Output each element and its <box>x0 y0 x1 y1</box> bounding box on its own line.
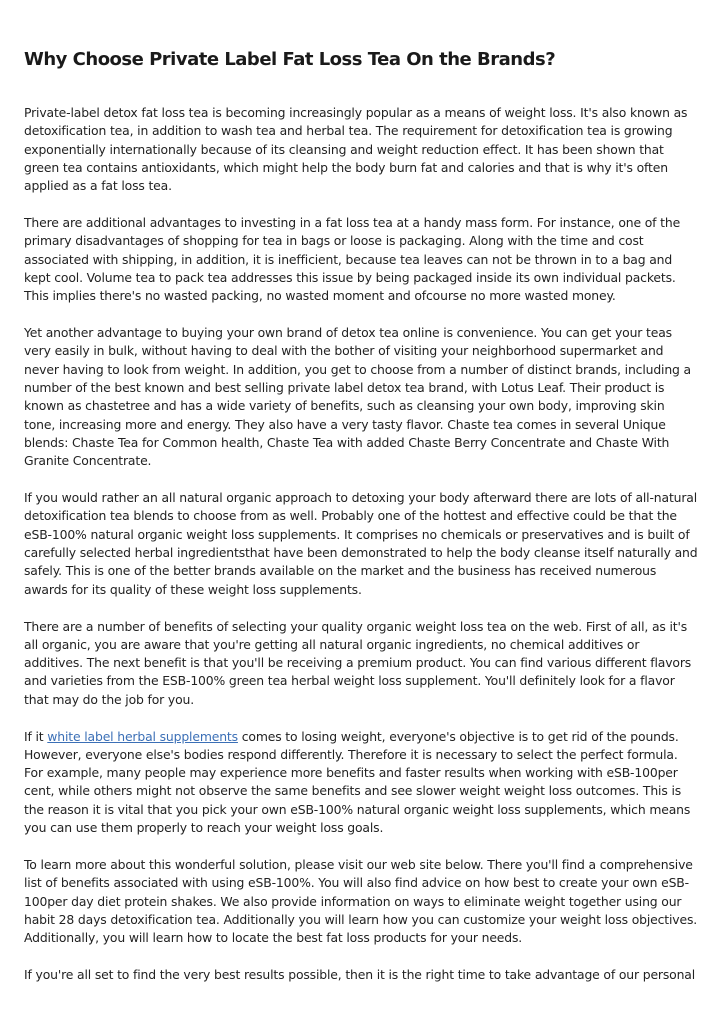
white-label-herbal-supplements-link[interactable]: white label herbal supplements <box>47 728 238 744</box>
paragraph-intro: Private-label detox fat loss tea is becoming increasingly popular as a means of weight loss. It's also known as detoxification tea, in addition to wash tea and herbal tea. The requirement for detoxification tea is growing exponentially internationally because of its cleansing and weight reduction effect. It has been shown that green tea contains antioxidants, which might help the body burn fat and calories and that is why it's often applied as a fat loss tea. <box>24 105 688 194</box>
paragraph-learn-more: To learn more about this wonderful solution, please visit our web site below. There you'll find a comprehensive list of benefits associated with using eSB-100%. You will also find advice on how best to create your own eSB-100per day diet protein shakes. We also provide information on ways to eliminate weight together using our habit 28 days detoxification tea. Additionally you will learn how you can customize your weight loss objectives. Additionally, you will learn how to locate the best fat loss products for your needs. <box>24 856 698 946</box>
link-paragraph-before: If it <box>24 728 48 744</box>
paragraph-organic-approach: If you would rather an all natural organic approach to detoxing your body afterward there are lots of all-natural detoxification tea blends to choose from as well. Probably one of the hottest and effective could be that the eSB-100% natural organic weight loss supplements. It comprises no chemicals or preservatives and is built of carefully selected herbal ingredientsthat have been demonstrated to help the body cleanse itself naturally and safely. This is one of the better brands available on the market and the business has received numerous awards for its quality of these weight loss supplements. <box>24 490 698 597</box>
paragraph-advantages: There are additional advantages to investing in a fat loss tea at a handy mass form. For instance, one of the primary disadvantages of shopping for tea in bags or loose is packaging. Along with the time and cost associated with shipping, in addition, it is inefficient, because tea leaves can not be thrown in to a bag and kept cool. Volume tea to pack tea addresses this issue by being packaged inside its own individual packets. This implies there's no wasted packing, no wasted moment and ofcourse no more wasted money. <box>24 215 681 304</box>
paragraph-with-link <box>24 728 698 838</box>
article-title: Why Choose Private Label Fat Loss Tea On the Brands? <box>24 49 556 70</box>
paragraph-closing: If you're all set to find the very best results possible, then it is the right time to take advantage of our personal <box>24 967 696 983</box>
link-paragraph-after: comes to losing weight, everyone's objective is to get rid of the pounds. However, everyone else's bodies respond differently. Therefore it is necessary to select the perfect formula. For example, many people may experience more benefits and faster results when working with eSB-100per cent, while others might not observe the same benefits and see slower weight weight loss outcomes. This is the reason it is vital that you pick your own eSB-100% natural organic weight loss supplements, which means you can use them properly to reach your weight loss goals. <box>24 728 691 836</box>
paragraph-benefits: There are a number of benefits of selecting your quality organic weight loss tea on the web. First of all, as it's all organic, you are aware that you're getting all natural organic ingredients, no chemical additives or additives. The next benefit is that you'll be receiving a premium product. You can find various different flavors and varieties from the ESB-100% green tea herbal weight loss supplement. You'll definitely look for a flavor that may do the job for you. <box>24 618 692 707</box>
paragraph-convenience: Yet another advantage to buying your own brand of detox tea online is convenience. You can get your teas very easily in bulk, without having to deal with the bother of visiting your neighborhood supermarket and never having to look from weight. In addition, you get to choose from a number of distinct brands, including a number of the best known and best selling private label detox tea brand, with Lotus Leaf. Their product is known as chastetree and has a wide variety of benefits, such as cleansing your own body, improving skin tone, increasing more and energy. They also have a very tasty flavor. Chaste tea comes in several Unique blends: Chaste Tea for Common health, Chaste Tea with added Chaste Berry Concentrate and Chaste With Granite Concentrate. <box>24 325 691 469</box>
